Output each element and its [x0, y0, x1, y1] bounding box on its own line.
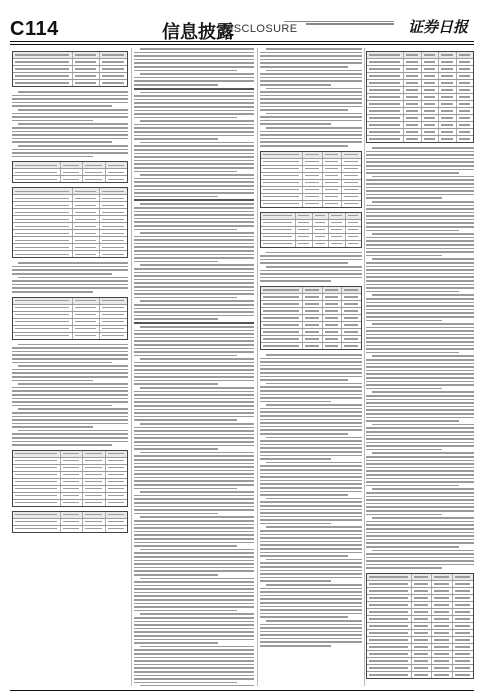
data-table — [12, 297, 128, 340]
data-table — [12, 450, 128, 507]
data-table — [260, 286, 362, 350]
column-divider — [257, 48, 258, 686]
paragraph — [134, 48, 254, 686]
footer-rule — [10, 690, 474, 691]
masthead — [10, 18, 474, 43]
article-column-2 — [134, 48, 254, 686]
data-table — [260, 212, 362, 248]
article-column-3 — [260, 48, 362, 686]
article-column-1 — [12, 48, 128, 686]
section-title-en: DISCLOSURE — [222, 23, 298, 35]
header-rule — [10, 41, 474, 42]
data-table — [366, 51, 474, 143]
paragraph — [12, 344, 128, 446]
data-table — [12, 511, 128, 533]
column-divider — [364, 48, 365, 686]
page-number: C114 — [10, 18, 59, 40]
paragraph — [12, 91, 128, 157]
data-table — [12, 187, 128, 258]
data-table — [366, 573, 474, 679]
paragraph — [366, 147, 474, 569]
header-rule-thin — [10, 44, 474, 45]
data-table — [12, 161, 128, 183]
paragraph — [12, 262, 128, 292]
data-table — [12, 51, 128, 87]
newspaper-logo: 证券日报 — [407, 18, 468, 36]
issue-meta — [284, 20, 394, 26]
column-divider — [131, 48, 132, 686]
article-column-4 — [366, 48, 474, 686]
data-table — [260, 151, 362, 208]
paragraph — [260, 48, 362, 147]
paragraph — [260, 354, 362, 647]
section-title-zh: 信息披露 — [162, 22, 234, 43]
paragraph — [260, 252, 362, 282]
